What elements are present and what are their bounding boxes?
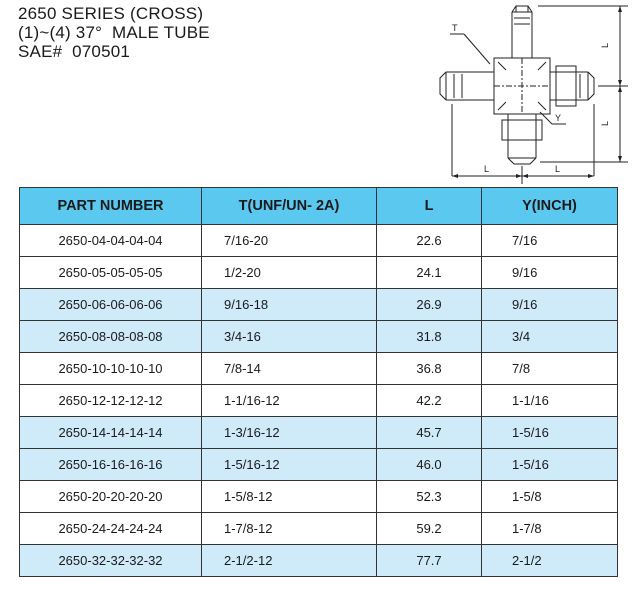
header-thread: T(UNF/UN- 2A) <box>202 188 377 225</box>
cell-part-number: 2650-10-10-10-10 <box>20 353 202 385</box>
label-t: T <box>452 23 458 33</box>
table-row <box>20 289 618 321</box>
cell-part-number: 2650-20-20-20-20 <box>20 481 202 513</box>
cell-y-inch: 1-5/16 <box>482 417 618 449</box>
cell-part-number: 2650-16-16-16-16 <box>20 449 202 481</box>
cell-length: 24.1 <box>377 257 482 289</box>
cell-length: 77.7 <box>377 545 482 577</box>
table-row <box>20 481 618 513</box>
cell-thread: 1-3/16-12 <box>202 417 377 449</box>
cell-length: 42.2 <box>377 385 482 417</box>
series-title: 2650 SERIES (CROSS) <box>18 4 204 23</box>
cell-part-number: 2650-14-14-14-14 <box>20 417 202 449</box>
label-l-bottom-left: L <box>484 164 490 174</box>
header-length: L <box>377 188 482 225</box>
cell-thread: 3/4-16 <box>202 321 377 353</box>
cell-part-number: 2650-08-08-08-08 <box>20 321 202 353</box>
cell-part-number: 2650-06-06-06-06 <box>20 289 202 321</box>
cell-length: 52.3 <box>377 481 482 513</box>
cell-thread: 9/16-18 <box>202 289 377 321</box>
sae-number: SAE# 070501 <box>18 42 131 61</box>
label-l-right-top: L <box>600 42 610 48</box>
table-row <box>20 417 618 449</box>
cell-y-inch: 1-1/16 <box>482 385 618 417</box>
cell-y-inch: 3/4 <box>482 321 618 353</box>
cell-y-inch: 7/16 <box>482 225 618 257</box>
cross-fitting-drawing <box>428 0 634 184</box>
cell-thread: 7/8-14 <box>202 353 377 385</box>
cell-thread: 2-1/2-12 <box>202 545 377 577</box>
spec-table <box>19 187 618 577</box>
cell-part-number: 2650-12-12-12-12 <box>20 385 202 417</box>
table-row <box>20 449 618 481</box>
cell-thread: 1-5/8-12 <box>202 481 377 513</box>
cell-y-inch: 1-5/16 <box>482 449 618 481</box>
table-row <box>20 257 618 289</box>
cell-length: 46.0 <box>377 449 482 481</box>
table-row <box>20 225 618 257</box>
table-body <box>20 225 618 577</box>
top-port <box>512 6 532 58</box>
cell-y-inch: 2-1/2 <box>482 545 618 577</box>
fitting-description: (1)~(4) 37° MALE TUBE <box>18 23 210 42</box>
cell-length: 31.8 <box>377 321 482 353</box>
left-port <box>440 72 494 100</box>
cell-thread: 1-5/16-12 <box>202 449 377 481</box>
title-block <box>18 4 210 61</box>
table-row <box>20 513 618 545</box>
label-l-bottom-right: L <box>555 164 561 174</box>
table-row <box>20 321 618 353</box>
header-part-number: PART NUMBER <box>20 188 202 225</box>
cell-y-inch: 7/8 <box>482 353 618 385</box>
table-row <box>20 353 618 385</box>
bottom-port <box>508 114 536 164</box>
right-port <box>550 72 594 100</box>
cell-y-inch: 1-7/8 <box>482 513 618 545</box>
cell-part-number: 2650-04-04-04-04 <box>20 225 202 257</box>
label-y: Y <box>555 113 562 123</box>
cell-part-number: 2650-05-05-05-05 <box>20 257 202 289</box>
cell-thread: 7/16-20 <box>202 225 377 257</box>
table-header-row <box>20 188 618 225</box>
cell-part-number: 2650-32-32-32-32 <box>20 545 202 577</box>
cell-length: 22.6 <box>377 225 482 257</box>
cell-length: 26.9 <box>377 289 482 321</box>
table-row <box>20 385 618 417</box>
cell-thread: 1-7/8-12 <box>202 513 377 545</box>
cell-thread: 1-1/16-12 <box>202 385 377 417</box>
cell-length: 45.7 <box>377 417 482 449</box>
table-row <box>20 545 618 577</box>
cell-length: 59.2 <box>377 513 482 545</box>
cell-thread: 1/2-20 <box>202 257 377 289</box>
cell-y-inch: 1-5/8 <box>482 481 618 513</box>
header-y-inch: Y(INCH) <box>482 188 618 225</box>
cell-part-number: 2650-24-24-24-24 <box>20 513 202 545</box>
label-l-right-bottom: L <box>600 120 610 126</box>
cell-length: 36.8 <box>377 353 482 385</box>
cell-y-inch: 9/16 <box>482 289 618 321</box>
cell-y-inch: 9/16 <box>482 257 618 289</box>
